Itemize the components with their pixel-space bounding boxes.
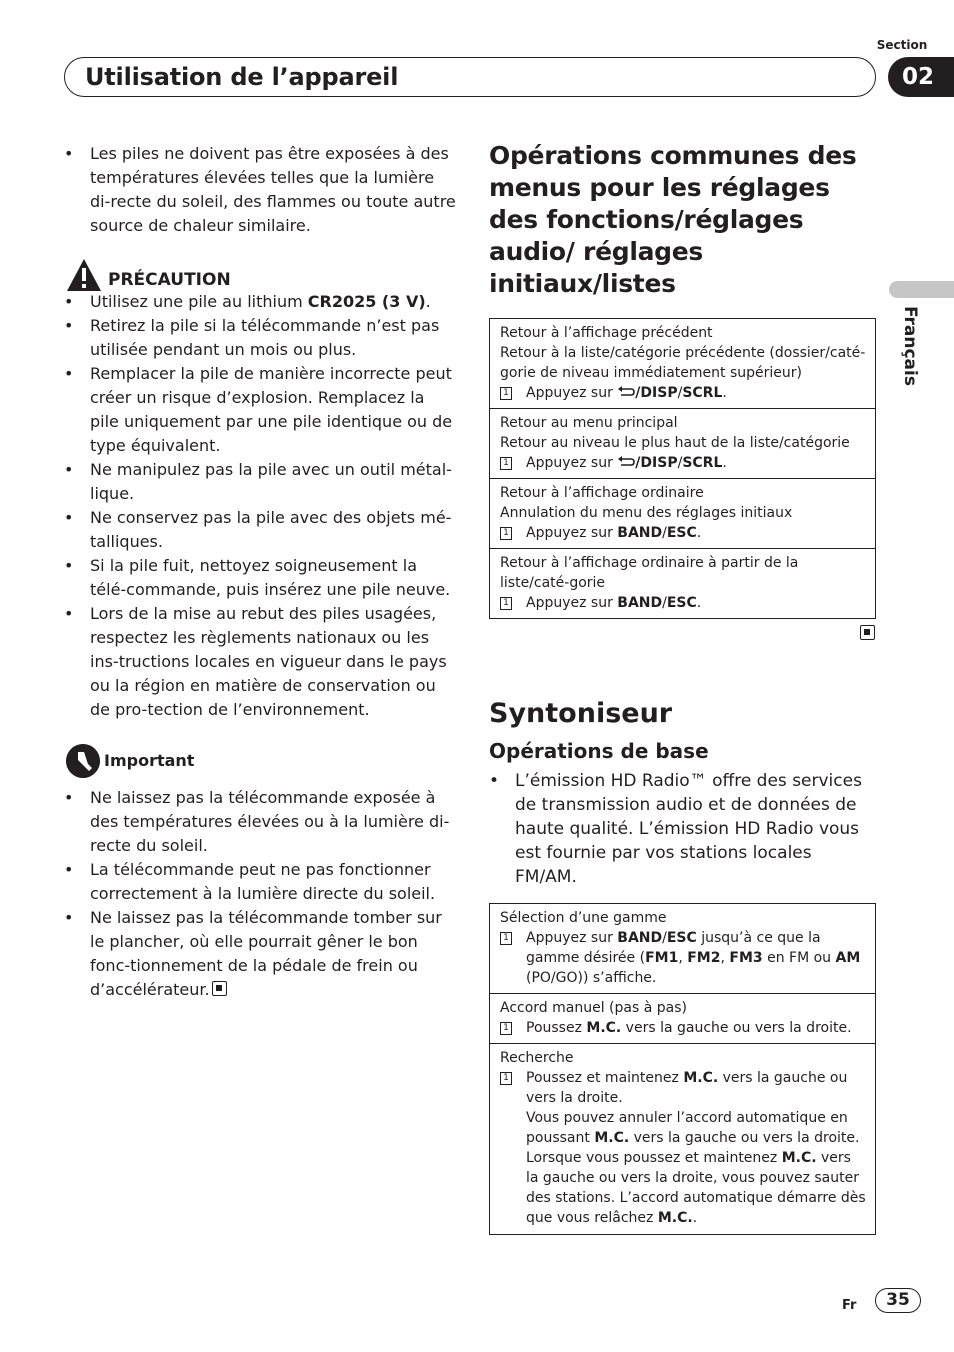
- bullet-icon: •: [64, 908, 74, 927]
- list-item: [489, 769, 877, 889]
- end-mark-icon: [860, 625, 875, 640]
- scrl-key: SCRL: [682, 385, 723, 401]
- band-select-row: [490, 904, 875, 993]
- bullet-icon: •: [64, 604, 74, 623]
- step: [500, 523, 866, 543]
- battery-model: CR2025 (3 V): [307, 292, 426, 311]
- footer-language: Fr: [842, 1298, 857, 1313]
- list-item-text: Ne laissez pas la télécommande tomber sur le plancher, où elle pourrait gêner le bon fonc-tionnement de la pédale de frein ou d’accélérateur.: [90, 908, 442, 999]
- step-end: .: [722, 385, 727, 401]
- step: [500, 383, 866, 403]
- fm2-label: FM2: [687, 950, 721, 966]
- esc-key: ESC: [666, 595, 697, 611]
- disp-key: /DISP: [635, 455, 678, 471]
- warning-icon: [66, 258, 102, 292]
- list-item-text: Si la pile fuit, nettoyez soigneusement la télé-commande, puis insérez une pile neuve.: [90, 556, 451, 599]
- step-text: ,: [720, 950, 730, 966]
- row-line: Retour à l’affichage ordinaire à partir de la liste/caté-gorie: [500, 555, 799, 591]
- row-line: Retour au niveau le plus haut de la liste/catégorie: [500, 435, 850, 451]
- step-text: jusqu’à ce que la gamme désirée (: [526, 930, 821, 966]
- am-label: AM: [835, 950, 861, 966]
- manual-tuning-row: [490, 993, 875, 1043]
- step-text: vers la gauche ou vers la droite.: [526, 1070, 848, 1106]
- bullet-icon: •: [64, 508, 74, 527]
- disp-key: /DISP: [635, 385, 678, 401]
- fm1-label: FM1: [645, 950, 679, 966]
- step-text: Vous pouvez annuler l’accord automatique en poussant: [526, 1110, 848, 1146]
- step-number: 1: [500, 932, 512, 945]
- menu-heading: Opérations communes des menus pour les réglages des fonctions/réglages audio/ réglages initiaux/listes: [489, 141, 857, 298]
- step-text: Poussez: [526, 1020, 587, 1036]
- menu-box-row: [490, 408, 875, 478]
- step-text: en FM ou: [762, 950, 836, 966]
- band-key: BAND: [617, 595, 663, 611]
- bullet-icon: •: [64, 460, 74, 479]
- section-number: 02: [888, 57, 954, 97]
- list-item: [64, 314, 456, 362]
- bullet-icon: •: [64, 860, 74, 879]
- step-end: .: [696, 525, 702, 541]
- step: [500, 453, 866, 473]
- step-sep: /: [662, 525, 667, 541]
- step: [500, 1018, 866, 1038]
- list-item-text: Ne laissez pas la télécommande exposée à des températures élevées ou à la lumière di-recte du soleil.: [90, 788, 450, 855]
- menu-box-row: [490, 319, 875, 408]
- row-title: Accord manuel (pas à pas): [500, 1000, 687, 1016]
- mc-key: M.C.: [594, 1130, 630, 1146]
- menu-box-row: [490, 478, 875, 548]
- list-item: [64, 458, 456, 506]
- step-number: 1: [500, 527, 512, 540]
- back-arrow-icon: [617, 455, 635, 467]
- tuner-heading: Syntoniseur: [489, 698, 673, 729]
- back-arrow-icon: [617, 385, 635, 397]
- list-item-text: Ne conservez pas la pile avec des objets mé-talliques.: [90, 508, 452, 551]
- step-sep: /: [677, 385, 683, 401]
- row-title: Sélection d’une gamme: [500, 910, 667, 926]
- list-item-text: Retirez la pile si la télécommande n’est pas utilisée pendant un mois ou plus.: [90, 316, 440, 359]
- left-column: [64, 142, 456, 1002]
- header-bar: [64, 57, 876, 97]
- seek-row: [490, 1043, 875, 1234]
- step-number: 1: [500, 1072, 512, 1085]
- step-note: [500, 1148, 866, 1228]
- language-label: Français: [900, 306, 920, 386]
- step: [500, 1068, 866, 1108]
- basic-ops-heading: Opérations de base: [489, 739, 709, 763]
- step-text: Appuyez sur: [526, 595, 618, 611]
- row-line: Retour au menu principal: [500, 415, 678, 431]
- menu-box-row: [490, 548, 875, 618]
- step-text: .: [692, 1210, 698, 1226]
- step-text: Appuyez sur: [526, 385, 618, 401]
- end-mark-wrap: [489, 625, 875, 643]
- scrl-key: SCRL: [682, 455, 723, 471]
- list-item-text: Ne manipulez pas la pile avec un outil métal-lique.: [90, 460, 452, 503]
- page-number: 35: [875, 1288, 921, 1313]
- step-text: /: [662, 930, 667, 946]
- caution-list: [64, 290, 456, 722]
- step-text: ,: [678, 950, 688, 966]
- step-text: Appuyez sur: [526, 455, 618, 471]
- important-title: Important: [104, 751, 195, 770]
- important-header: [64, 744, 456, 778]
- list-item: [64, 858, 456, 906]
- right-column: [489, 140, 877, 1235]
- important-list: [64, 786, 456, 1002]
- list-item: [64, 906, 456, 1002]
- list-item: [64, 786, 456, 858]
- step-note: [500, 1108, 866, 1148]
- list-item-text: La télécommande peut ne pas fonctionner correctement à la lumière directe du soleil.: [90, 860, 436, 903]
- step-text: vers la gauche ou vers la droite.: [629, 1130, 860, 1146]
- step-text: Appuyez sur: [526, 525, 618, 541]
- end-mark-icon: [212, 981, 227, 996]
- mc-key: M.C.: [683, 1070, 719, 1086]
- step-end: .: [722, 455, 727, 471]
- list-item: [64, 142, 456, 238]
- list-item-text: Les piles ne doivent pas être exposées à des températures élevées telles que la lumière di-recte du soleil, des flammes ou toute autre source de chaleur similaire.: [90, 144, 456, 235]
- list-item-end: .: [425, 292, 431, 311]
- step-number: 1: [500, 387, 512, 400]
- list-item-text: Remplacer la pile de manière incorrecte peut créer un risque d’explosion. Remplacez la pile uniquement par une pile identique ou de type équivalent.: [90, 364, 453, 455]
- page-title: Utilisation de l’appareil: [85, 63, 399, 91]
- bullet-icon: •: [64, 364, 74, 383]
- step-number: 1: [500, 457, 512, 470]
- mc-key: M.C.: [781, 1150, 817, 1166]
- bullet-icon: •: [64, 144, 74, 163]
- step-end: .: [696, 595, 702, 611]
- menu-operations-box: [489, 318, 876, 619]
- bullet-icon: •: [64, 316, 74, 335]
- step-text: (PO/GO)) s’affiche.: [526, 970, 657, 986]
- step: [500, 593, 866, 613]
- bullet-icon: •: [489, 771, 500, 791]
- step-sep: /: [662, 595, 667, 611]
- caution-title: PRÉCAUTION: [108, 270, 231, 290]
- step-text: vers la gauche ou vers la droite.: [621, 1020, 852, 1036]
- step-sep: /: [677, 455, 683, 471]
- list-item: [64, 554, 456, 602]
- list-item-text: Utilisez une pile au lithium: [90, 292, 308, 311]
- row-title: Recherche: [500, 1050, 574, 1066]
- bullet-icon: •: [64, 556, 74, 575]
- step-text: Poussez et maintenez: [526, 1070, 684, 1086]
- bullet-icon: •: [64, 292, 74, 311]
- list-item: [64, 290, 456, 314]
- step-number: 1: [500, 597, 512, 610]
- bullet-icon: •: [64, 788, 74, 807]
- tuner-list: [489, 769, 877, 889]
- mc-key: M.C.: [657, 1210, 693, 1226]
- list-item: [64, 602, 456, 722]
- section-label: Section: [876, 38, 928, 52]
- tuner-operations-box: [489, 903, 876, 1235]
- step-text: Lorsque vous poussez et maintenez: [526, 1150, 782, 1166]
- list-item-text: Lors de la mise au rebut des piles usagées, respectez les règlements nationaux ou les ins-tructions locales en vigueur dans le pays ou la région en matière de conservation ou de pro-tection de l’environnement.: [90, 604, 447, 719]
- step-text: Appuyez sur: [526, 930, 618, 946]
- language-tab: [889, 281, 954, 298]
- step: [500, 928, 866, 988]
- intro-list: [64, 142, 456, 238]
- list-item: [64, 362, 456, 458]
- row-line: Retour à l’affichage précédent: [500, 325, 713, 341]
- step-text: vers la gauche ou vers la droite, vous pouvez sauter des stations. L’accord automatique démarre dès que vous relâchez: [526, 1150, 866, 1226]
- band-key: BAND: [617, 525, 663, 541]
- important-icon: [66, 744, 100, 778]
- row-line: Retour à l’affichage ordinaire: [500, 485, 704, 501]
- row-line: Retour à la liste/catégorie précédente (dossier/caté-gorie de niveau immédiatement supérieur): [500, 345, 866, 381]
- esc-key: ESC: [666, 930, 697, 946]
- row-line: Annulation du menu des réglages initiaux: [500, 505, 793, 521]
- esc-key: ESC: [666, 525, 697, 541]
- fm3-label: FM3: [729, 950, 763, 966]
- list-item: [64, 506, 456, 554]
- band-key: BAND: [617, 930, 663, 946]
- step-number: 1: [500, 1022, 512, 1035]
- list-item-text: L’émission HD Radio™ offre des services de transmission audio et de données de haute qualité. L’émission HD Radio vous est fournie par vos stations locales FM/AM.: [515, 771, 862, 887]
- mc-key: M.C.: [586, 1020, 622, 1036]
